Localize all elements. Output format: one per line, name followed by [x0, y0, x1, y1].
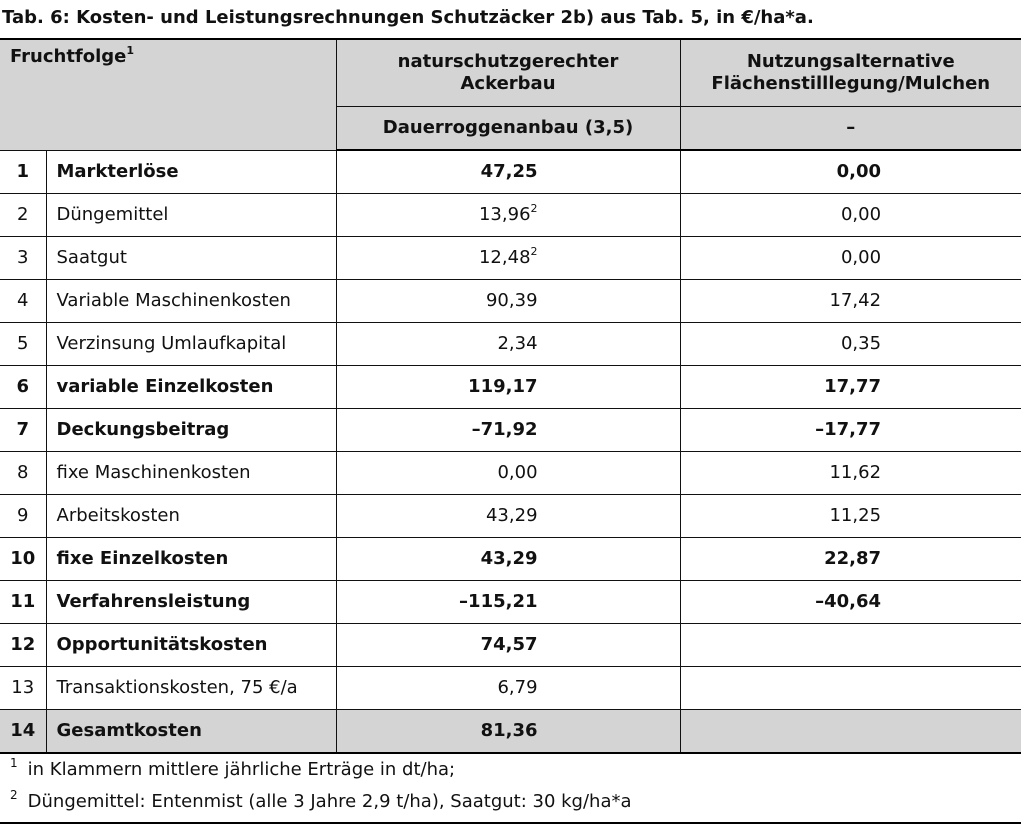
- table-row: [0, 624, 1021, 667]
- row-label: Saatgut: [46, 237, 336, 280]
- row-number: 2: [0, 194, 46, 237]
- value-naturschutz: 90,39: [336, 280, 680, 323]
- table-row: [0, 409, 1021, 452]
- value-nutzungsalternative: [680, 667, 1021, 710]
- value-naturschutz: 0,00: [336, 452, 680, 495]
- table-row: [0, 366, 1021, 409]
- footnotes: [0, 750, 1021, 824]
- row-label: fixe Einzelkosten: [46, 538, 336, 581]
- row-label: Gesamtkosten: [46, 710, 336, 754]
- value-nutzungsalternative: 17,42: [680, 280, 1021, 323]
- row-label: variable Einzelkosten: [46, 366, 336, 409]
- row-number: 10: [0, 538, 46, 581]
- table-row: [0, 581, 1021, 624]
- value-nutzungsalternative: 0,00: [680, 237, 1021, 280]
- value-nutzungsalternative: –17,77: [680, 409, 1021, 452]
- cost-table: [0, 38, 1021, 754]
- table-row: [0, 323, 1021, 366]
- value-nutzungsalternative: 0,00: [680, 150, 1021, 194]
- row-label: Variable Maschinenkosten: [46, 280, 336, 323]
- row-label: Opportunitätskosten: [46, 624, 336, 667]
- table-row: [0, 710, 1021, 754]
- header-naturschutz: naturschutzgerechter Ackerbau: [336, 39, 680, 107]
- row-label: Düngemittel: [46, 194, 336, 237]
- value-naturschutz: –115,21: [336, 581, 680, 624]
- table-row: [0, 280, 1021, 323]
- row-number: 3: [0, 237, 46, 280]
- row-number: 8: [0, 452, 46, 495]
- value-nutzungsalternative: –40,64: [680, 581, 1021, 624]
- table-row: [0, 495, 1021, 538]
- row-label: Verzinsung Umlaufkapital: [46, 323, 336, 366]
- row-number: 5: [0, 323, 46, 366]
- value-naturschutz: 13,96$^2$: [336, 194, 680, 237]
- table-row: [0, 538, 1021, 581]
- row-label: Arbeitskosten: [46, 495, 336, 538]
- value-nutzungsalternative: 0,35: [680, 323, 1021, 366]
- table-row: [0, 237, 1021, 280]
- value-nutzungsalternative: 0,00: [680, 194, 1021, 237]
- value-naturschutz: 119,17: [336, 366, 680, 409]
- row-number: 11: [0, 581, 46, 624]
- footnote-2: $^2$ Düngemittel: Entenmist (alle 3 Jahre 2,9 t/ha), Saatgut: 30 kg/ha*a: [10, 788, 632, 812]
- footnote-1: $^1$ in Klammern mittlere jährliche Erträge in dt/ha;: [10, 756, 456, 780]
- row-number: 14: [0, 710, 46, 754]
- table-title: Tab. 6: Kosten- und Leistungsrechnungen Schutzäcker 2b) aus Tab. 5, in €/ha*a.: [2, 7, 814, 28]
- value-naturschutz: –71,92: [336, 409, 680, 452]
- table-row: [0, 150, 1021, 194]
- value-naturschutz: 74,57: [336, 624, 680, 667]
- table-row: [0, 194, 1021, 237]
- row-number: 9: [0, 495, 46, 538]
- value-naturschutz: 12,48$^2$: [336, 237, 680, 280]
- value-naturschutz: 6,79: [336, 667, 680, 710]
- value-nutzungsalternative: [680, 624, 1021, 667]
- value-naturschutz: 47,25: [336, 150, 680, 194]
- header-nutzungsalternative: Nutzungsalternative Flächenstilllegung/Mulchen: [680, 39, 1021, 107]
- row-label: fixe Maschinenkosten: [46, 452, 336, 495]
- value-nutzungsalternative: [680, 710, 1021, 754]
- row-label: Markterlöse: [46, 150, 336, 194]
- value-nutzungsalternative: 17,77: [680, 366, 1021, 409]
- row-number: 7: [0, 409, 46, 452]
- row-number: 13: [0, 667, 46, 710]
- value-nutzungsalternative: 11,62: [680, 452, 1021, 495]
- row-number: 12: [0, 624, 46, 667]
- row-label: Verfahrensleistung: [46, 581, 336, 624]
- value-naturschutz: 2,34: [336, 323, 680, 366]
- header-fruchtfolge: Fruchtfolge$^1$: [0, 39, 336, 150]
- subheader-dash: –: [680, 107, 1021, 151]
- row-number: 6: [0, 366, 46, 409]
- value-nutzungsalternative: 11,25: [680, 495, 1021, 538]
- header-row: [0, 39, 1021, 107]
- row-label: Transaktionskosten, 75 €/a: [46, 667, 336, 710]
- value-nutzungsalternative: 22,87: [680, 538, 1021, 581]
- value-naturschutz: 43,29: [336, 538, 680, 581]
- row-number: 4: [0, 280, 46, 323]
- row-label: Deckungsbeitrag: [46, 409, 336, 452]
- value-naturschutz: 81,36: [336, 710, 680, 754]
- value-naturschutz: 43,29: [336, 495, 680, 538]
- subheader-dauerroggen: Dauerroggenanbau (3,5): [336, 107, 680, 151]
- table-row: [0, 452, 1021, 495]
- table-row: [0, 667, 1021, 710]
- row-number: 1: [0, 150, 46, 194]
